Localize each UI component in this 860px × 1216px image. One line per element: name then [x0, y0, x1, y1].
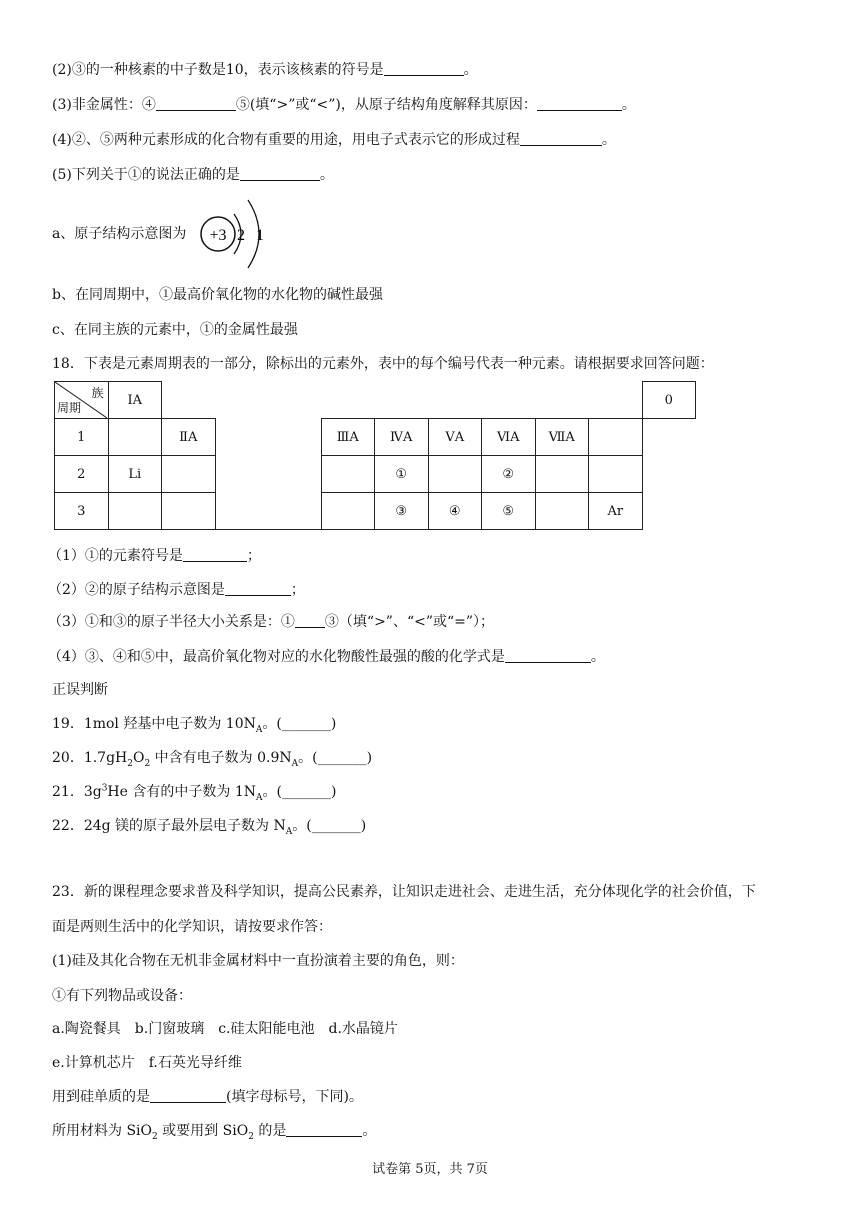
question-23-sio2: 所用材料为 SiO$_2$ 或要用到 SiO$_2$ 的是 。 — [52, 1123, 377, 1142]
option-b: b、在同周期中，①最高价氧化物的水化物的碱性最强 — [52, 287, 383, 303]
line-q5: (5)下列关于①的说法正确的是 。 — [52, 167, 334, 183]
table-cell — [321, 493, 375, 530]
question-21: 21．$3g^3He$ 含有的中子数为 $1N_A$。(_______) — [52, 783, 337, 803]
question-18-1: （1）①的元素符号是 ； — [48, 548, 261, 564]
answer-blank[interactable] — [286, 1122, 362, 1137]
page-footer: 试卷第 5页，共 7页 — [372, 1162, 488, 1177]
question-18-2: （2）②的原子结构示意图是 ； — [48, 582, 305, 598]
question-23-cont: 面是两则生活中的化学知识，请按要求作答： — [52, 919, 332, 935]
answer-blank[interactable] — [384, 61, 464, 76]
question-23-part1: (1)硅及其化合物在无机非金属材料中一直扮演着主要的角色，则： — [52, 953, 464, 969]
answer-blank[interactable] — [537, 96, 622, 111]
line-q3: (3)非金属性：④ ⑤(填“>”或“<”)，从原子结构角度解释其原因： 。 — [52, 97, 636, 113]
periodic-table-fragment — [54, 381, 696, 530]
question-18-3: （3）①和③的原子半径大小关系是：① ③（填“>”、“<”或“=”）； — [48, 614, 495, 630]
shell-1-electrons: 2 — [237, 227, 245, 244]
element-cell-5: ⑤ — [482, 493, 536, 530]
table-cell — [162, 456, 216, 493]
question-20: 20．$1.7gH_2O_2$ 中含有电子数为 $0.9N_A$。(_______) — [52, 750, 373, 769]
group-header-VA: ⅤA — [428, 419, 482, 456]
answer-blank[interactable] — [156, 96, 236, 111]
group-header-VIA: ⅥA — [482, 419, 536, 456]
answer-blank[interactable] — [295, 613, 325, 628]
table-cell — [535, 456, 589, 493]
group-header-IVA: ⅣA — [375, 419, 429, 456]
period-label: 3 — [55, 493, 109, 530]
corner-period-label: 周期 — [57, 401, 82, 415]
group-header-0: 0 — [642, 382, 696, 419]
answer-blank[interactable] — [183, 547, 247, 562]
group-header-VIIA: ⅦA — [535, 419, 589, 456]
group-header-IIA: ⅡA — [162, 419, 216, 456]
atom-structure-diagram — [196, 196, 276, 272]
table-cell — [321, 456, 375, 493]
table-cell — [108, 493, 162, 530]
corner-group-label: 族 — [91, 386, 104, 400]
element-cell-2: ② — [482, 456, 536, 493]
element-cell-4: ④ — [428, 493, 482, 530]
answer-blank[interactable] — [505, 648, 591, 663]
question-18-4: （4）③、④和⑤中，最高价氧化物对应的水化物酸性最强的酸的化学式是 。 — [48, 649, 605, 665]
table-corner-cell — [55, 382, 109, 419]
question-18: 18．下表是元素周期表的一部分，除标出的元素外，表中的每个编号代表一种元素。请根据要求回答问题： — [52, 356, 714, 372]
period-label: 1 — [55, 419, 109, 456]
period-label: 2 — [55, 456, 109, 493]
answer-blank[interactable] — [225, 581, 291, 596]
line-q2: (2)③的一种核素的中子数是10，表示该核素的符号是 。 — [52, 62, 478, 78]
question-19: 19．1mol 羟基中电子数为 $10N_A$。(_______) — [52, 716, 337, 735]
table-cell — [108, 419, 162, 456]
question-23-items-row1: a.陶瓷餐具 b.门窗玻璃 c.硅太阳能电池 d.水晶镜片 — [52, 1021, 398, 1037]
group-header-IA: ⅠA — [108, 382, 162, 419]
question-23-items-intro: ①有下列物品或设备： — [52, 988, 192, 1004]
nucleus-charge: +3 — [209, 227, 227, 244]
table-cell — [589, 419, 643, 456]
question-23-silicon: 用到硅单质的是 (填字母标号，下同)。 — [52, 1089, 363, 1105]
question-22: 22．24g 镁的原子最外层电子数为 $N_A$。(_______) — [52, 818, 367, 837]
table-cell — [428, 456, 482, 493]
answer-blank[interactable] — [240, 166, 320, 181]
group-header-IIIA: ⅢA — [321, 419, 375, 456]
answer-blank[interactable] — [520, 131, 602, 146]
option-c: c、在同主族的元素中，①的金属性最强 — [52, 322, 298, 338]
element-cell-1: ① — [375, 456, 429, 493]
question-23-items-row2: e.计算机芯片 f.石英光导纤维 — [52, 1055, 242, 1071]
answer-blank[interactable] — [150, 1088, 226, 1103]
option-a: a、原子结构示意图为 — [52, 226, 187, 242]
line-q4: (4)②、⑤两种元素形成的化合物有重要的用途，用电子式表示它的形成过程 。 — [52, 132, 616, 148]
question-23: 23．新的课程理念要求普及科学知识，提高公民素养，让知识走进社会、走进生活，充分体现化学的社会价值，下 — [52, 884, 756, 900]
element-cell-3: ③ — [375, 493, 429, 530]
shell-2-electrons: 1 — [256, 227, 264, 244]
element-cell-li: Li — [108, 456, 162, 493]
table-cell — [162, 493, 216, 530]
table-cell — [589, 456, 643, 493]
section-title: 正误判断 — [52, 682, 108, 698]
element-cell-ar: Ar — [589, 493, 643, 530]
table-cell — [535, 493, 589, 530]
